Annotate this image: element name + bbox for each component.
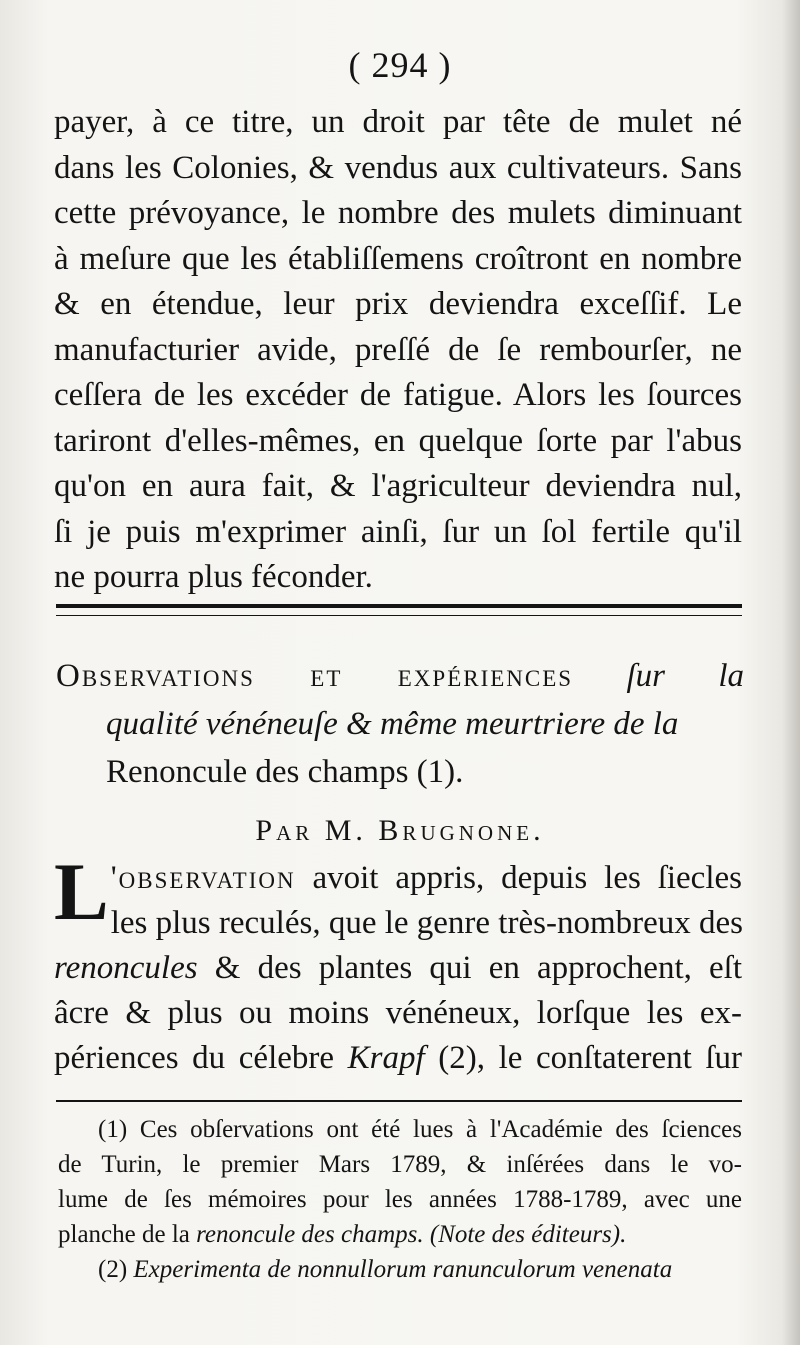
text-line: âcre & plus ou moins vénéneux, lorſque les ex- [54,995,742,1031]
footnote-line: de Turin, le premier Mars 1789, & inſérées dans le vo- [58,1151,742,1178]
text-line: payer, à ce titre, un droit par tête de mulet né [54,104,742,140]
footnote-line: lume de ſes mémoires pour les années 1788-1789, avec une [58,1186,742,1213]
line-rest: & des plantes qui en approchent, eſt [214,950,743,986]
author-byline: Par M. Brugnone. [255,814,545,847]
first-word-caps: 'observation [110,860,296,896]
heading-italic: ſur la [626,658,744,694]
footnote-part: planche de la [58,1221,190,1248]
article-heading [56,652,744,796]
text-line: à meſure que les établiſſemens croîtront en nombre [54,240,742,277]
italic-term: renoncules [54,950,198,986]
text-line: ne pourra plus féconder. [54,559,373,595]
text-line: qu'on en aura fait, & l'agriculteur deviendra nul, [54,468,742,504]
text-line: cette prévoyance, le nombre des mulets diminuant [54,195,742,231]
section-divider-double-rule [56,604,742,616]
footnote-line: (1) Ces obſervations ont été lues à l'Académie des ſciences [98,1116,742,1143]
text-line: les plus reculés, que le genre très-nombreux des [110,905,743,941]
page-number: ( 294 ) [348,45,452,85]
line-part: périences du célebre [54,1040,335,1076]
heading-caps: Observations et expériences [56,658,574,694]
footnote-rule [56,1100,742,1102]
text-line: & en étendue, leur prix deviendra exceſſif. Le [54,286,742,322]
text-line [54,1036,742,1081]
text-line: ceſſera de les excéder de fatigue. Alors les ſources [54,377,742,413]
first-line-rest: avoit appris, depuis les ſiecles [312,860,742,896]
footnote-label: (2) [98,1256,128,1283]
footnote-italic: Experimenta de nonnullorum ranunculorum venenata [133,1256,673,1283]
footnote-line [58,1252,742,1287]
text-line: dans les Colonies, & vendus aux cultivateurs. Sans [54,149,742,186]
heading-line-3: Renoncule des champs (1). [106,754,464,790]
footnote-italic: renoncule des champs. (Note des éditeurs). [196,1221,627,1248]
heading-line-2: qualité vénéneuſe & même meurtriere de la [106,706,679,742]
continued-paragraph [54,100,742,601]
footnotes [58,1112,742,1287]
page-edge-shadow [782,0,800,1345]
footnote-line [58,1217,742,1252]
text-line [54,946,742,991]
text-line: manufacturier avide, preſſé de ſe rembourſer, ne [54,331,742,368]
text-line: tariront d'elles-mêmes, en quelque ſorte par l'abus [54,422,742,459]
drop-cap: L [54,846,109,937]
heading-line-1 [56,652,744,700]
italic-name: Krapf [347,1040,425,1076]
article-paragraph [54,846,743,1081]
text-line [54,854,742,901]
line-part: (2), le conſtaterent ſur [438,1040,743,1076]
text-line: ſi je puis m'exprimer ainſi, ſur un ſol fertile qu'il [54,513,742,550]
